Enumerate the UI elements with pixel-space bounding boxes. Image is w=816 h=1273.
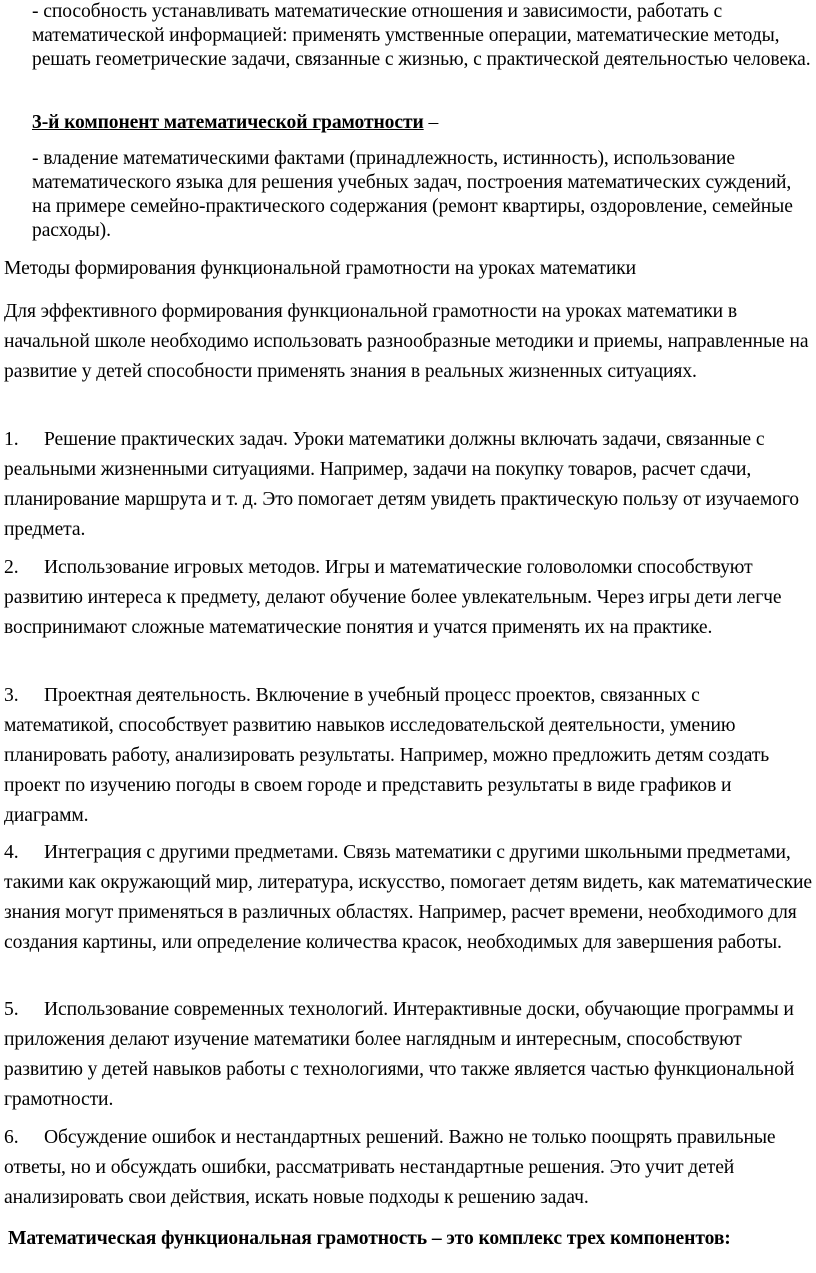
- list-item-text: Использование игровых методов. Игры и математические головоломки способствуют развитию интереса к предмету, делают обучение более увлекательным. Через игры дети легче воспринимают сложные математические понятия и учатся применять их на практике.: [4, 557, 782, 638]
- list-item: [4, 553, 812, 643]
- list-item: [4, 425, 812, 545]
- list-item-number: 6.: [4, 1127, 19, 1148]
- paragraph-math-facts: - владение математическими фактами (принадлежность, истинность), использование математического языка для решения учебных задач, построения математических суждений, на примере семейно-практического содержания (ремонт квартиры, оздоровление, семейные расходы).: [32, 148, 793, 241]
- intro-paragraph: Для эффективного формирования функциональной грамотности на уроках математики в начальной школе необходимо использовать разнообразные методики и приемы, направленные на развитие у детей способности применять знания в реальных жизненных ситуациях.: [4, 301, 809, 382]
- list-item-number: 3.: [4, 685, 19, 706]
- component-3-heading-dash: –: [423, 112, 439, 133]
- list-item-number: 1.: [4, 429, 19, 450]
- list-item-text: Использование современных технологий. Интерактивные доски, обучающие программы и приложения делают изучение математики более наглядным и интересным, способствуют развитию у детей навыков работы с технологиями, что также является частью функциональной грамотности.: [4, 999, 795, 1110]
- list-item-text: Решение практических задач. Уроки математики должны включать задачи, связанные с реальными жизненными ситуациями. Например, задачи на покупку товаров, расчет сдачи, планирование маршрута и т. д. Это помогает детям увидеть практическую пользу от изучаемого предмета.: [4, 429, 799, 540]
- list-item: [4, 838, 812, 958]
- component-3-heading: 3-й компонент математической грамотности: [32, 112, 424, 133]
- list-item: [4, 681, 812, 831]
- section-title: Методы формирования функциональной грамотности на уроках математики: [4, 258, 637, 279]
- list-item-number: 5.: [4, 999, 19, 1020]
- list-item-text: Обсуждение ошибок и нестандартных решений. Важно не только поощрять правильные ответы, но и обсуждать ошибки, рассматривать нестандартные решения. Это учит детей анализировать свои действия, искать новые подходы к решению задач.: [4, 1127, 776, 1208]
- list-item: [4, 995, 812, 1115]
- list-item-number: 4.: [4, 842, 19, 863]
- list-item-text: Интеграция с другими предметами. Связь математики с другими школьными предметами, такими как окружающий мир, литература, искусство, помогает детям видеть, как математические знания могут применяться в различных областях. Например, расчет времени, необходимого для создания картины, или определение количества красок, необходимых для завершения работы.: [4, 842, 812, 953]
- component-3-heading-line: [32, 111, 812, 135]
- list-item-text: Проектная деятельность. Включение в учебный процесс проектов, связанных с математикой, способствует развитию навыков исследовательской деятельности, умению планировать работу, анализировать результаты. Например, можно предложить детям создать проект по изучению погоды в своем городе и представить результаты в виде графиков и диаграмм.: [4, 685, 770, 826]
- paragraph-math-relations: - способность устанавливать математические отношения и зависимости, работать с математической информацией: применять умственные операции, математические методы, решать геометрические задачи, связанные с жизнью, с практической деятельностью человека.: [32, 1, 811, 70]
- list-item: [4, 1123, 812, 1213]
- closing-heading: Математическая функциональная грамотность – это комплекс трех компонентов:: [8, 1228, 731, 1249]
- list-item-number: 2.: [4, 557, 19, 578]
